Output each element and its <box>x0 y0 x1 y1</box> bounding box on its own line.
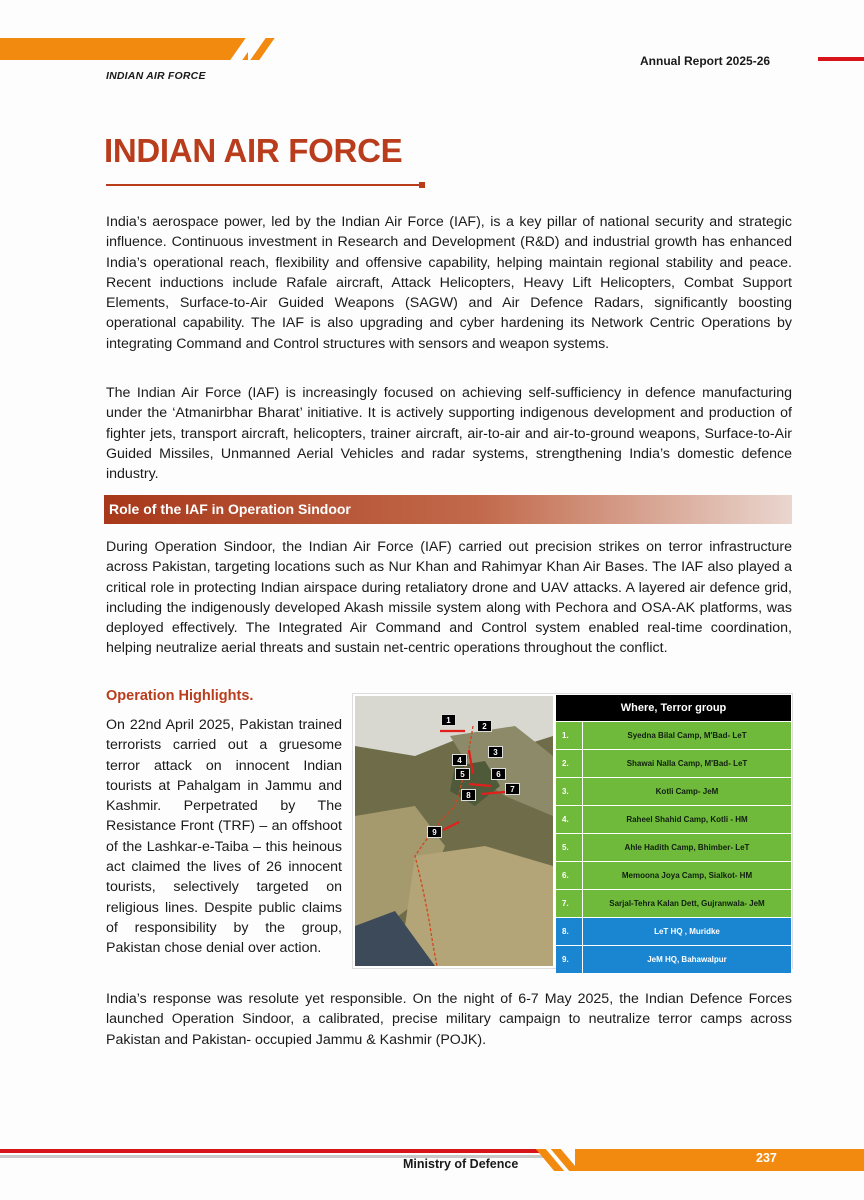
operation-sindoor-paragraph: During Operation Sindoor, the Indian Air Force (IAF) carried out precision strikes on terror infrastructure across Pakistan, targeting locations such as Nur Khan and Rahimyar Khan Air Bases. The IAF also played a critical role in protecting Indian airspace during retaliatory drone and UAV attacks. A layered air defence grid, including the indigenously developed Akash missile system along with Pechora and OSA-AK platforms, was deployed effectively. The Integrated Air Command and Control system enabled real-time coordination, helping neutralize aerial threats and sustain net-centric operations throughout the conflict. <box>106 539 792 657</box>
map-marker-4: 4 <box>452 754 467 766</box>
footer-orange-bar <box>575 1149 864 1171</box>
table-row <box>556 806 792 834</box>
title-underline-end <box>419 182 425 188</box>
title-underline <box>106 184 420 186</box>
camp-name: Ahle Hadith Camp, Bhimber- LeT <box>583 834 792 862</box>
row-number: 7. <box>556 890 583 918</box>
camp-name: LeT HQ , Muridke <box>583 918 792 946</box>
table-header-row <box>556 695 792 722</box>
camp-name: Shawai Nalla Camp, M'Bad- LeT <box>583 750 792 778</box>
satellite-map <box>355 696 553 966</box>
map-marker-1: 1 <box>441 714 456 726</box>
row-number: 1. <box>556 722 583 750</box>
closing-paragraph: India’s response was resolute yet responsible. On the night of 6-7 May 2025, the Indian Defence Forces launched Operation Sindoor, a calibrated, precise military campaign to neutralize terror camps across Pakistan and Pakistan- occupied Jammu & Kashmir (POJK). <box>106 991 792 1048</box>
running-header-label: INDIAN AIR FORCE <box>106 70 206 82</box>
footer-red-rule <box>0 1149 540 1153</box>
table-row <box>556 862 792 890</box>
table-row <box>556 778 792 806</box>
camp-name: Sarjal-Tehra Kalan Dett, Gujranwala- JeM <box>583 890 792 918</box>
report-title-label: Annual Report 2025-26 <box>640 54 771 68</box>
map-marker-2: 2 <box>477 720 492 732</box>
camp-name: JeM HQ, Bahawalpur <box>583 946 792 974</box>
table-row <box>556 750 792 778</box>
table-row <box>556 722 792 750</box>
map-marker-8: 8 <box>461 789 476 801</box>
header-red-rule <box>818 57 864 61</box>
intro-paragraph: India’s aerospace power, led by the Indian Air Force (IAF), is a key pillar of national security and strategic influence. Continuous investment in Research and Development (R&D) and industrial growth has enhanced India’s operational reach, flexibility and offensive capability, helping maintain regional stability and peace. Recent inductions include Rafale aircraft, Attack Helicopters, Heavy Lift Helicopters, Combat Support Elements, Surface-to-Air Guided Weapons (SAGW) and Air Defence Radars, significantly boosting operational capability. The IAF is also upgrading and cyber hardening its Network Centric Operations by integrating Command and Control structures with sensors and weapon systems. <box>106 214 792 352</box>
map-marker-3: 3 <box>488 746 503 758</box>
map-terrain <box>355 696 553 966</box>
header-orange-bar <box>0 38 248 60</box>
section-heading-bar: Role of the IAF in Operation Sindoor <box>104 495 792 524</box>
row-number: 6. <box>556 862 583 890</box>
operation-highlights-heading: Operation Highlights. <box>106 688 254 704</box>
table-row <box>556 946 792 974</box>
camp-name: Raheel Shahid Camp, Kotli - HM <box>583 806 792 834</box>
table-row <box>556 834 792 862</box>
map-marker-5: 5 <box>455 768 470 780</box>
page-title: INDIAN AIR FORCE <box>104 132 403 169</box>
page-number: 237 <box>756 1151 777 1165</box>
row-number: 4. <box>556 806 583 834</box>
row-number: 3. <box>556 778 583 806</box>
row-number: 8. <box>556 918 583 946</box>
row-number: 2. <box>556 750 583 778</box>
camp-name: Memoona Joya Camp, Sialkot- HM <box>583 862 792 890</box>
map-marker-6: 6 <box>491 768 506 780</box>
table-row <box>556 890 792 918</box>
row-number: 5. <box>556 834 583 862</box>
camp-name: Kotli Camp- JeM <box>583 778 792 806</box>
atmanirbhar-paragraph: The Indian Air Force (IAF) is increasingly focused on achieving self-sufficiency in defence manufacturing under the ‘Atmanirbhar Bharat’ initiative. It is actively supporting indigenous development and production of fighter jets, transport aircraft, helicopters, trainer aircraft, air-to-air and air-to-ground weapons, Surface-to-Air Guided Missiles, Unmanned Aerial Vehicles and radar systems, strengthening India’s domestic defence industry. <box>106 385 792 483</box>
camp-name: Syedna Bilal Camp, M'Bad- LeT <box>583 722 792 750</box>
map-marker-9: 9 <box>427 826 442 838</box>
table-row <box>556 918 792 946</box>
footer-ministry-label: Ministry of Defence <box>403 1157 519 1171</box>
highlights-paragraph: On 22nd April 2025, Pakistan trained terrorists carried out a gruesome terror attack on innocent Indian tourists at Pahalgam in Jammu and Kashmir. Perpetrated by The Resistance Front (TRF) – an offshoot of the Lashkar-e-Taiba – this heinous act claimed the lives of 26 innocent tourists, selectively targeted on religious lines. Despite public claims of responsibility by the group, Pakistan chose denial over action. <box>106 717 342 957</box>
row-number: 9. <box>556 946 583 974</box>
table-header-cell: Where, Terror group <box>556 695 792 722</box>
terror-camps-table <box>556 695 792 974</box>
map-marker-7: 7 <box>505 783 520 795</box>
